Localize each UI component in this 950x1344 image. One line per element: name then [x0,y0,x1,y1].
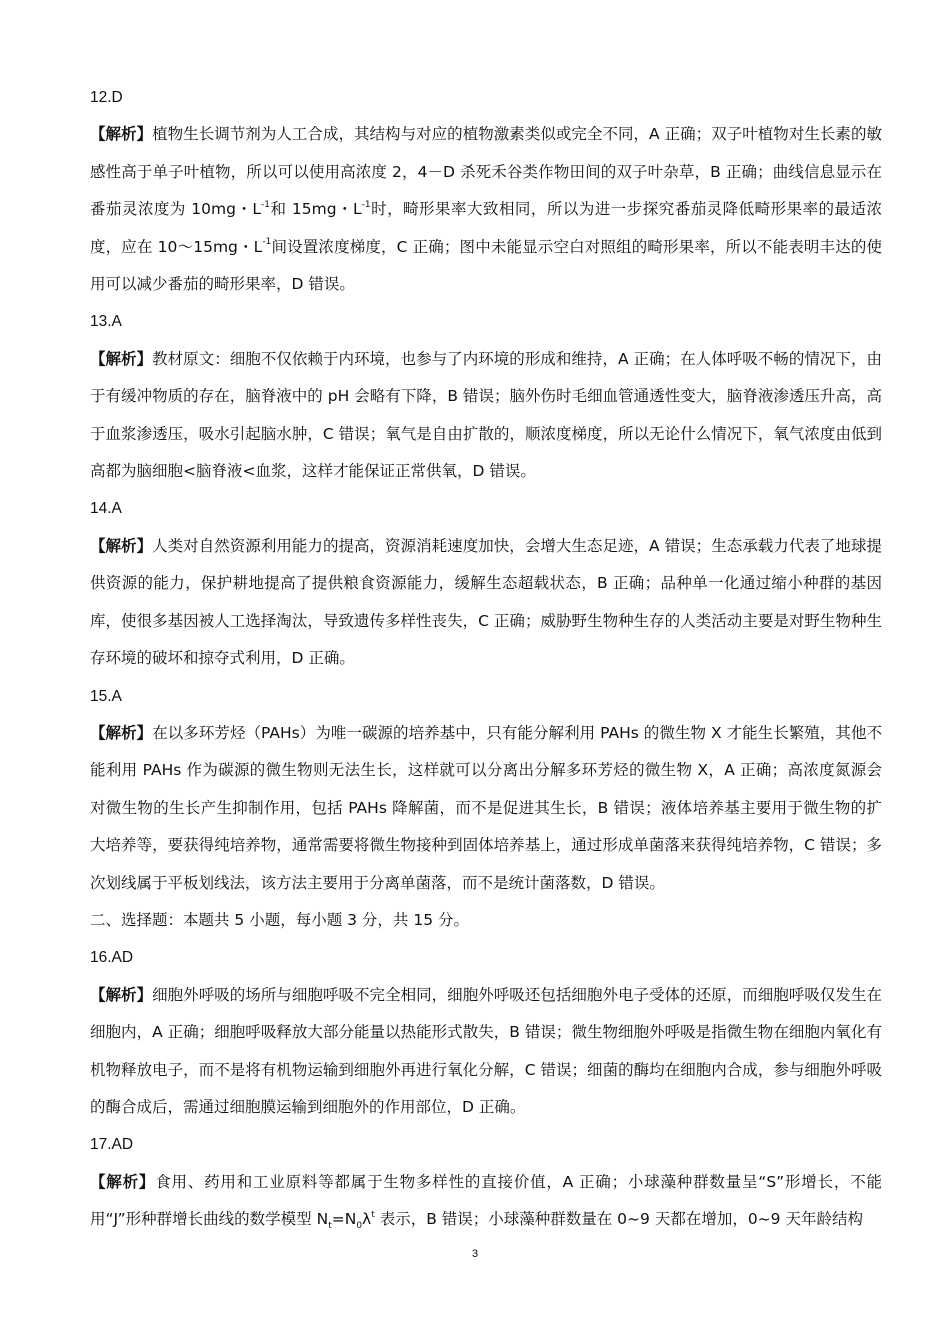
analysis-tag: 【解析】 [90,536,153,555]
analysis-tag: 【解析】 [90,723,153,742]
analysis-text: 植物生长调节剂为人工合成，其结构与对应的植物激素类似或完全不同，A 正确；双子叶植物对生长素的敏感性高于单子叶植物，所以可以使用高浓度 2，4－D 杀死禾谷类作物田间的双子叶杂草，B 正确；曲线信息显示在番茄灵浓度为 10mg・L [90,125,882,219]
analysis-paragraph-13 [90,341,882,491]
analysis-tag: 【解析】 [90,125,153,144]
subscript: t [328,1221,332,1232]
analysis-tag: 【解析】 [90,985,153,1004]
superscript: -1 [361,200,371,211]
analysis-text: 人类对自然资源利用能力的提高，资源消耗速度加快，会增大生态足迹，A 错误；生态承载力代表了地球提供资源的能力，保护耕地提高了提供粮食资源能力，缓解生态超载状态，B 正确；品种单一化通过缩小种群的基因库，使很多基因被人工选择淘汰，导致遗传多样性丧失，C 正确；威胁野生物种生存的人类活动主要是对野生物种生存环境的破坏和掠夺式利用，D 正确。 [90,536,882,668]
analysis-text: 在以多环芳烃（PAHs）为唯一碳源的培养基中，只有能分解利用 PAHs 的微生物 X 才能生长繁殖，其他不能利用 PAHs 作为碳源的微生物则无法生长，这样就可以分离出分解多环芳烃的微生物 X，A 正确；高浓度氮源会对微生物的生长产生抑制作用，包括 PAHs 降解菌，而不是促进其生长，B 错误；液体培养基主要用于微生物的扩大培养等，要获得纯培养物，通常需要将微生物接种到固体培养基上，通过形成单菌落来获得纯培养物，C 错误；多次划线属于平板划线法，该方法主要用于分离单菌落，而不是统计菌落数，D 错误。 [90,723,882,892]
answer-number-15: 15.A [90,687,122,705]
analysis-paragraph-15 [90,715,882,902]
answer-number-12: 12.D [90,89,123,106]
superscript: -1 [262,237,272,248]
superscript: t [371,1210,375,1221]
answer-number-17: 17.AD [90,1136,134,1154]
analysis-text: 间设置浓度梯度，C 正确；图中未能显示空白对照组的畸形果率，所以不能表明丰达的使用可以减少番茄的畸形果率，D 错误。 [90,237,882,294]
answer-number-16: 16.AD [90,949,134,967]
analysis-tag: 【解析】 [90,349,153,368]
section-heading: 二、选择题：本题共 5 小题，每小题 3 分，共 15 分。 [90,910,470,929]
answer-number-13: 13.A [90,313,122,331]
superscript: -1 [261,200,271,211]
analysis-paragraph-16 [90,977,882,1127]
answer-number-14: 14.A [90,500,122,518]
analysis-text: 和 15mg・L [270,200,362,219]
analysis-tag: 【解析】 [90,1172,156,1191]
page-number: 3 [471,1248,479,1260]
analysis-text: 食用、药用和工业原料等都属于生物多样性的直接价值，A 正确；小球藻种群数量呈“S”形增长，不能用“J”形种群增长曲线的数学模型 N [90,1172,882,1229]
analysis-text: =N [331,1210,357,1229]
analysis-text: 时，畸形果率大致相同，所以为进一步探究番茄灵降低畸形果率的最适浓度，应在 10～15mg・L [90,200,882,256]
document-body [90,79,882,1239]
analysis-paragraph-17 [90,1164,882,1239]
analysis-text: 细胞外呼吸的场所与细胞呼吸不完全相同，细胞外呼吸还包括细胞外电子受体的还原，而细胞呼吸仅发生在细胞内，A 正确；细胞呼吸释放大部分能量以热能形式散失，B 错误；微生物细胞外呼吸是指微生物在细胞内氧化有机物释放电子，而不是将有机物运输到细胞外再进行氧化分解，C 错误；细菌的酶均在细胞内合成，参与细胞外呼吸的酶合成后，需通过细胞膜运输到细胞外的作用部位，D 正确。 [90,985,882,1116]
analysis-paragraph-14 [90,528,882,678]
analysis-text: λ [362,1210,372,1229]
subscript: 0 [356,1221,363,1232]
analysis-paragraph-12 [90,116,882,303]
analysis-text: 教材原文：细胞不仅依赖于内环境，也参与了内环境的形成和维持，A 正确；在人体呼吸不畅的情况下，由于有缓冲物质的存在，脑脊液中的 pH 会略有下降，B 错误；脑外伤时毛细血管通透性变大，脑脊液渗透压升高，高于血浆渗透压，吸水引起脑水肿，C 错误；氧气是自由扩散的，顺浓度梯度，所以无论什么情况下，氧气浓度由低到高都为脑细胞<脑脊液<血浆，这样才能保证正常供氧，D 错误。 [90,349,882,481]
analysis-text: 表示，B 错误；小球藻种群数量在 0~9 天都在增加，0~9 天年龄结构 [374,1210,863,1229]
